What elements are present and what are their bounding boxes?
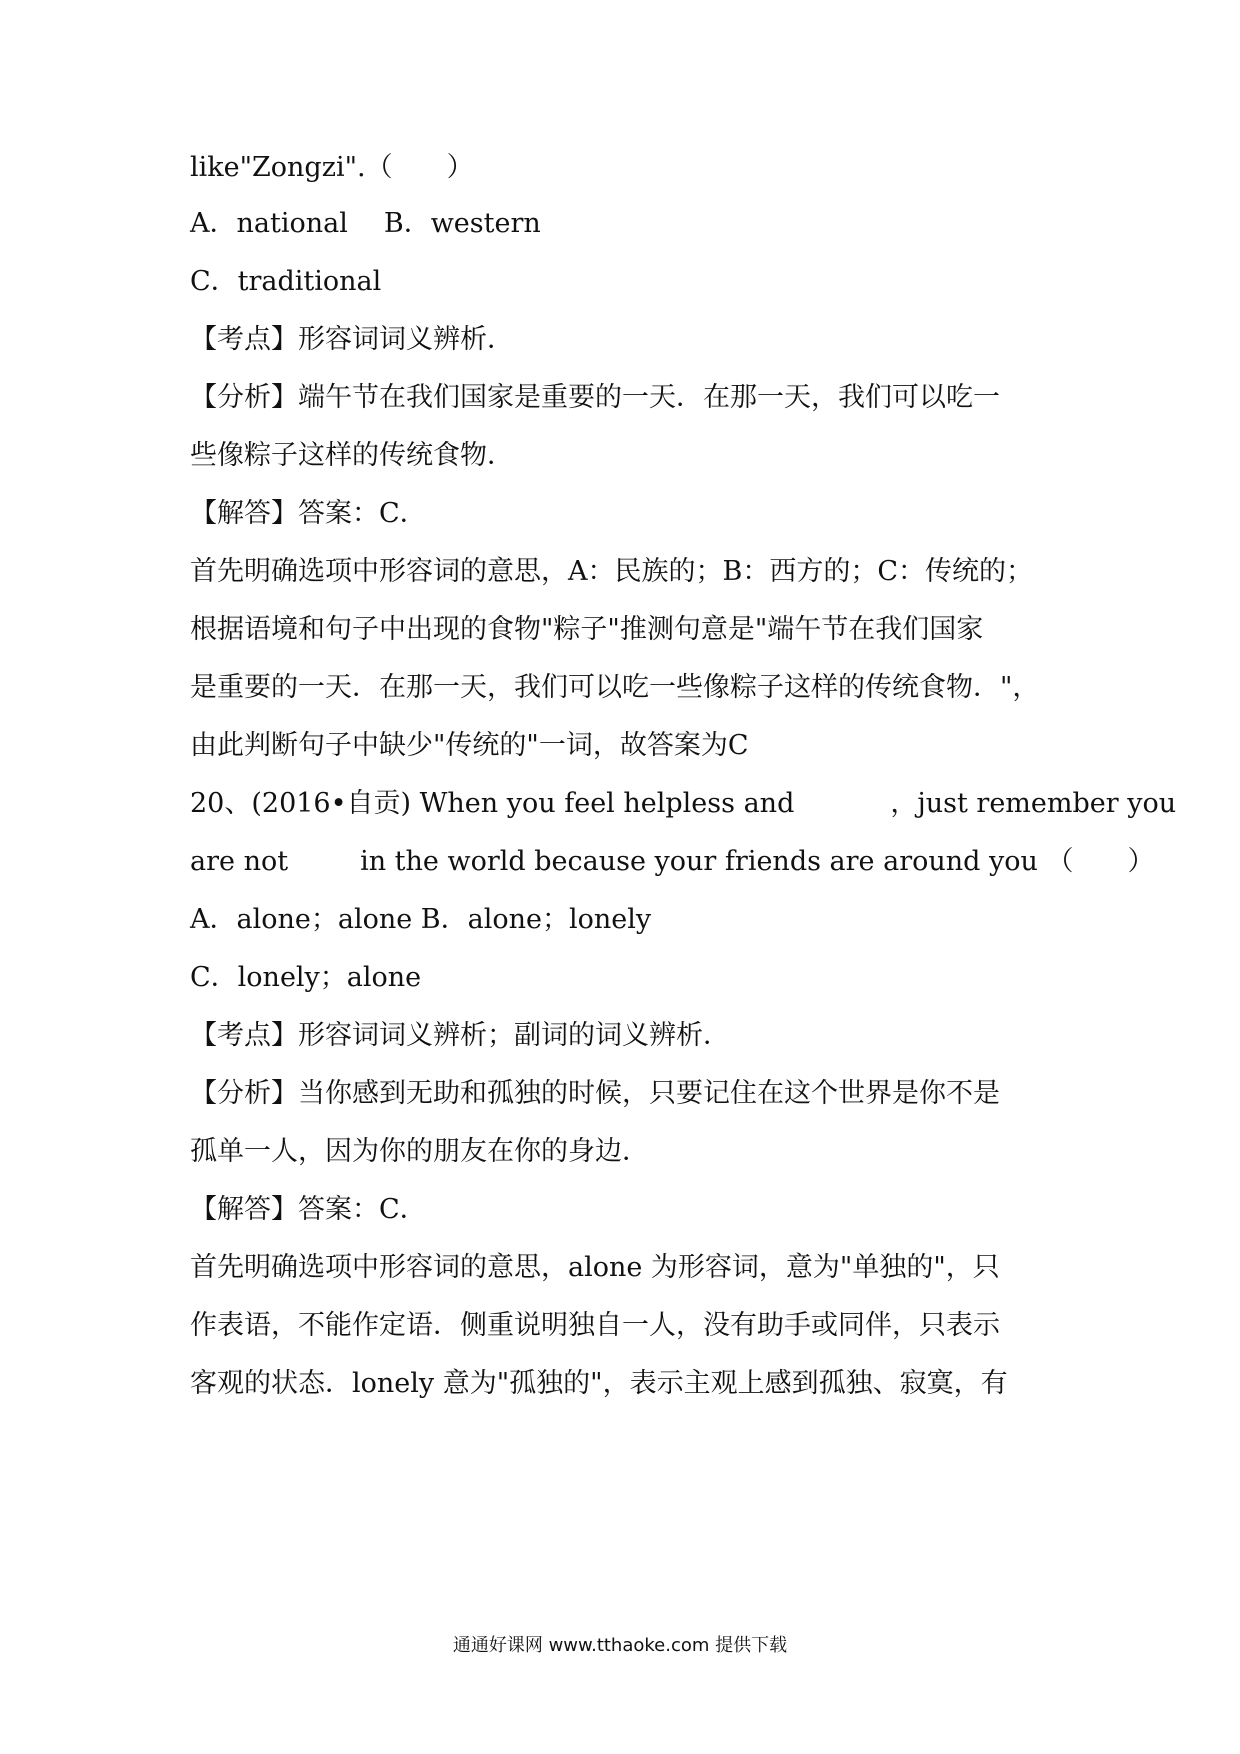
- q20-kaodian: 【考点】形容词词义辨析；副词的词义辨析．: [190, 1020, 730, 1051]
- q19-explanation-line-4: 由此判断句子中缺少"传统的"一词，故答案为C: [190, 730, 749, 761]
- q20-explanation-line-2: 作表语，不能作定语．侧重说明独自一人，没有助手或同伴，只表示: [190, 1310, 1000, 1341]
- q19-kaodian: 【考点】形容词词义辨析．: [190, 324, 514, 355]
- q19-stem-tail: like"Zongzi".（ ）: [190, 152, 474, 183]
- q19-explanation-line-2: 根据语境和句子中出现的食物"粽子"推测句意是"端午节在我们国家: [190, 614, 984, 645]
- q20-stem-part-d: in the world because your friends are around you （ ）: [360, 846, 1155, 877]
- q19-fenxi-line-1: 【分析】端午节在我们国家是重要的一天．在那一天，我们可以吃一: [190, 382, 1000, 413]
- q20-jieda: 【解答】答案：C．: [190, 1194, 427, 1225]
- q19-explanation-line-1: 首先明确选项中形容词的意思，A：民族的；B：西方的；C：传统的；: [190, 556, 1033, 587]
- q20-stem-line-1: [190, 784, 1177, 824]
- q19-fenxi-line-2: 些像粽子这样的传统食物．: [190, 440, 514, 471]
- page-footer: 通通好课网 www.tthaoke.com 提供下载: [452, 1635, 788, 1656]
- q19-explanation-line-3: 是重要的一天．在那一天，我们可以吃一些像粽子这样的传统食物．"，: [190, 672, 1040, 703]
- q20-fenxi-line-2: 孤单一人，因为你的朋友在你的身边．: [190, 1136, 649, 1167]
- q20-fenxi-line-1: 【分析】当你感到无助和孤独的时候，只要记住在这个世界是你不是: [190, 1078, 1000, 1109]
- q20-explanation-line-1: 首先明确选项中形容词的意思，alone 为形容词，意为"单独的"，只: [190, 1252, 1000, 1283]
- q20-stem-part-b: ，just remember you: [890, 788, 1177, 819]
- q19-option-a: A．national: [190, 208, 348, 239]
- q20-stem-part-c: are not: [190, 846, 289, 877]
- q19-option-b: B．western: [383, 208, 541, 239]
- q19-jieda: 【解答】答案：C．: [190, 498, 427, 529]
- q20-option-c: C．lonely；alone: [190, 962, 422, 993]
- q20-stem-line-2: [190, 842, 1155, 882]
- q19-options-ab: [190, 204, 1070, 244]
- q20-stem-part-a: 20、(2016•自贡) When you feel helpless and: [190, 788, 795, 819]
- q19-option-c: C．traditional: [190, 266, 382, 297]
- q20-options-ab: A．alone；alone B．alone；lonely: [190, 904, 652, 935]
- q20-explanation-line-3: 客观的状态．lonely 意为"孤独的"，表示主观上感到孤独、寂寞，有: [190, 1368, 1008, 1399]
